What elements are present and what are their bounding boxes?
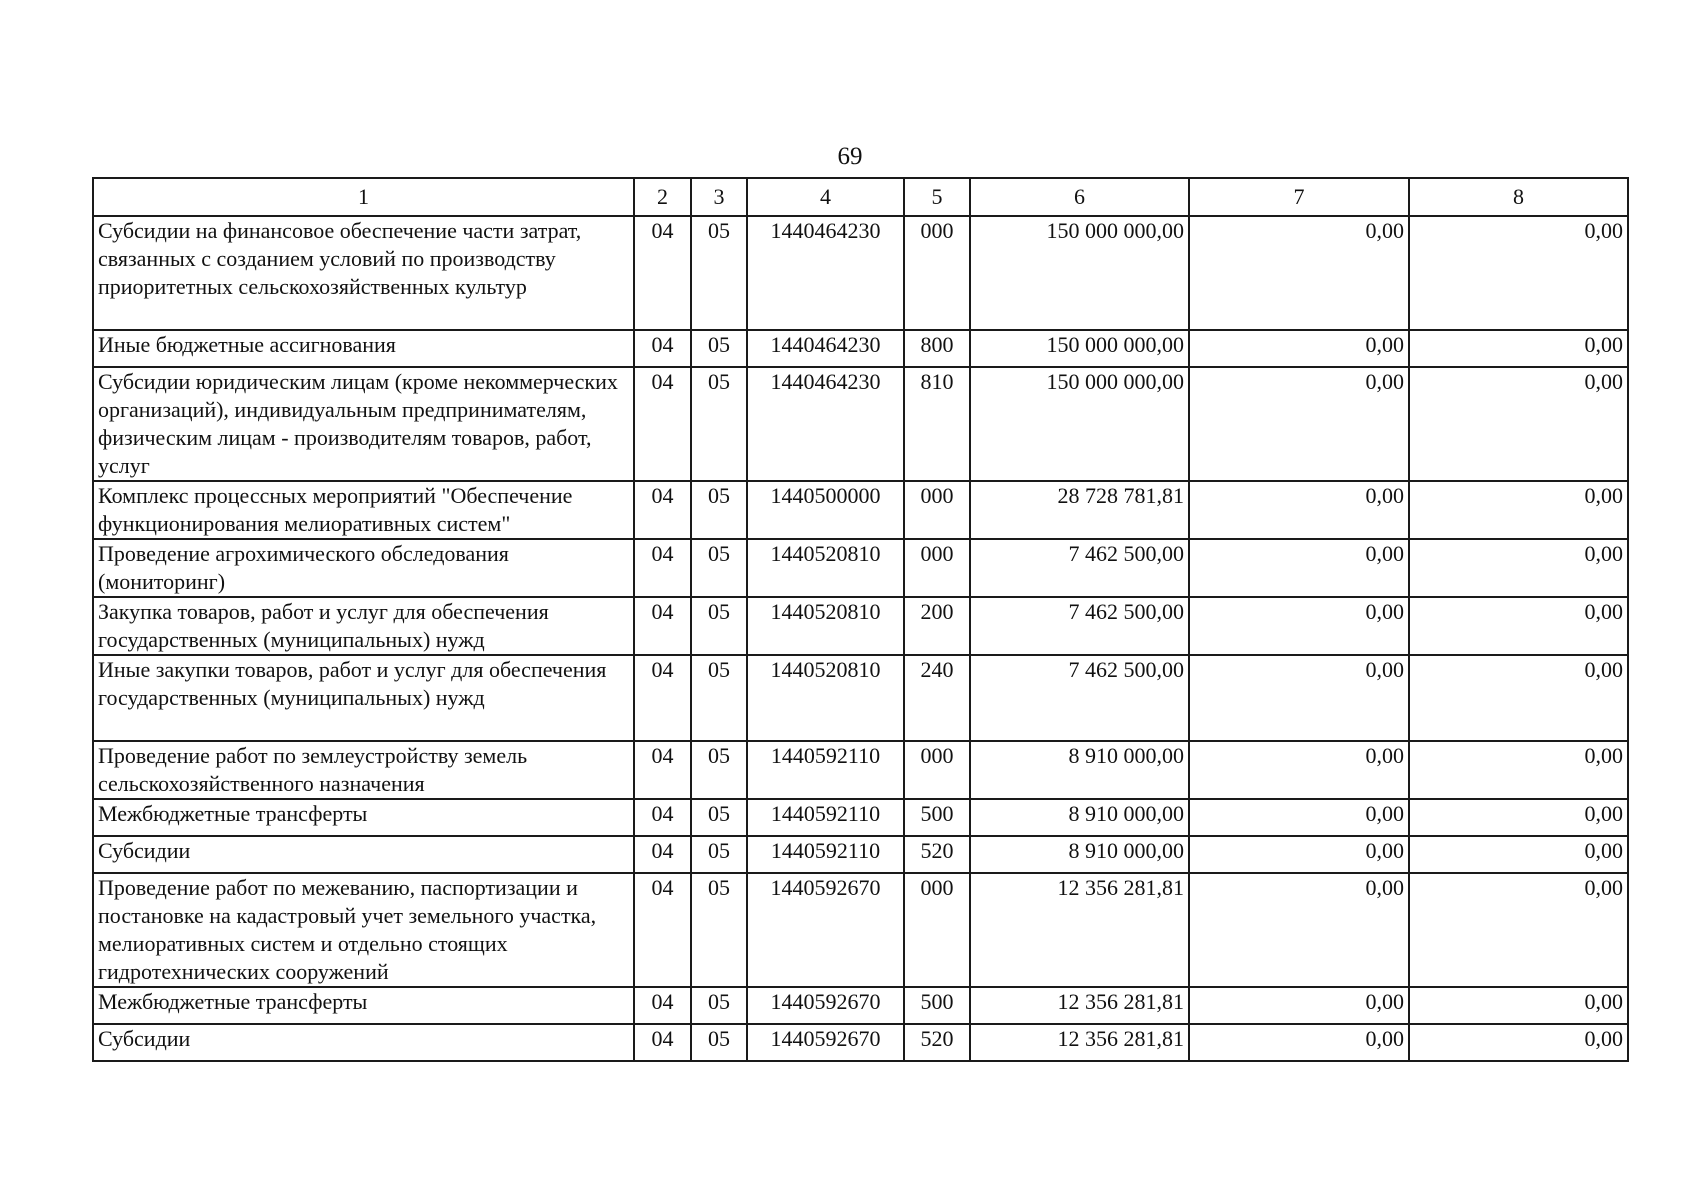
subsection-code: 05 xyxy=(691,539,747,597)
row-name: Комплекс процессных мероприятий "Обеспечение функционирования мелиоративных систем" xyxy=(93,481,634,539)
row-name: Иные бюджетные ассигнования xyxy=(93,330,634,367)
target-article-code: 1440592670 xyxy=(747,1024,904,1061)
page-number: 69 xyxy=(837,143,863,170)
table-row xyxy=(93,799,1628,836)
amount-col7: 0,00 xyxy=(1189,836,1409,873)
amount-col8: 0,00 xyxy=(1409,481,1628,539)
table-row xyxy=(93,597,1628,655)
column-header-5: 5 xyxy=(904,178,970,216)
amount-col7: 0,00 xyxy=(1189,1024,1409,1061)
expense-type-code: 000 xyxy=(904,481,970,539)
expense-type-code: 000 xyxy=(904,741,970,799)
amount-col6: 8 910 000,00 xyxy=(970,836,1189,873)
amount-col8: 0,00 xyxy=(1409,1024,1628,1061)
expense-type-code: 200 xyxy=(904,597,970,655)
table-row xyxy=(93,655,1628,741)
amount-col6: 7 462 500,00 xyxy=(970,539,1189,597)
subsection-code: 05 xyxy=(691,836,747,873)
table-row xyxy=(93,330,1628,367)
table-row xyxy=(93,873,1628,987)
column-header-3: 3 xyxy=(691,178,747,216)
table-row xyxy=(93,1024,1628,1061)
target-article-code: 1440464230 xyxy=(747,367,904,481)
table-row xyxy=(93,539,1628,597)
target-article-code: 1440520810 xyxy=(747,655,904,741)
section-code: 04 xyxy=(634,836,691,873)
expense-type-code: 800 xyxy=(904,330,970,367)
section-code: 04 xyxy=(634,1024,691,1061)
target-article-code: 1440520810 xyxy=(747,597,904,655)
column-number-row xyxy=(93,178,1628,216)
amount-col6: 7 462 500,00 xyxy=(970,597,1189,655)
amount-col7: 0,00 xyxy=(1189,987,1409,1024)
column-header-7: 7 xyxy=(1189,178,1409,216)
table-row xyxy=(93,216,1628,330)
table-row xyxy=(93,481,1628,539)
row-name: Субсидии юридическим лицам (кроме некоммерческих организаций), индивидуальным предпринимателям, физическим лицам - производителям товаров, работ, услуг xyxy=(93,367,634,481)
section-code: 04 xyxy=(634,741,691,799)
target-article-code: 1440592110 xyxy=(747,741,904,799)
subsection-code: 05 xyxy=(691,216,747,330)
column-header-2: 2 xyxy=(634,178,691,216)
expense-type-code: 000 xyxy=(904,873,970,987)
row-name: Проведение агрохимического обследования (мониторинг) xyxy=(93,539,634,597)
section-code: 04 xyxy=(634,987,691,1024)
expense-type-code: 520 xyxy=(904,1024,970,1061)
table-row xyxy=(93,987,1628,1024)
expense-type-code: 810 xyxy=(904,367,970,481)
amount-col8: 0,00 xyxy=(1409,330,1628,367)
section-code: 04 xyxy=(634,597,691,655)
expense-type-code: 500 xyxy=(904,987,970,1024)
subsection-code: 05 xyxy=(691,987,747,1024)
amount-col6: 150 000 000,00 xyxy=(970,330,1189,367)
subsection-code: 05 xyxy=(691,597,747,655)
section-code: 04 xyxy=(634,367,691,481)
amount-col6: 7 462 500,00 xyxy=(970,655,1189,741)
row-name: Закупка товаров, работ и услуг для обеспечения государственных (муниципальных) нужд xyxy=(93,597,634,655)
table-row xyxy=(93,367,1628,481)
section-code: 04 xyxy=(634,330,691,367)
amount-col7: 0,00 xyxy=(1189,799,1409,836)
target-article-code: 1440592110 xyxy=(747,836,904,873)
amount-col8: 0,00 xyxy=(1409,987,1628,1024)
section-code: 04 xyxy=(634,799,691,836)
amount-col8: 0,00 xyxy=(1409,597,1628,655)
expense-type-code: 000 xyxy=(904,216,970,330)
row-name: Субсидии xyxy=(93,836,634,873)
amount-col8: 0,00 xyxy=(1409,741,1628,799)
row-name: Межбюджетные трансферты xyxy=(93,987,634,1024)
amount-col8: 0,00 xyxy=(1409,539,1628,597)
amount-col8: 0,00 xyxy=(1409,836,1628,873)
target-article-code: 1440592670 xyxy=(747,873,904,987)
subsection-code: 05 xyxy=(691,655,747,741)
subsection-code: 05 xyxy=(691,799,747,836)
amount-col8: 0,00 xyxy=(1409,216,1628,330)
subsection-code: 05 xyxy=(691,873,747,987)
subsection-code: 05 xyxy=(691,1024,747,1061)
amount-col7: 0,00 xyxy=(1189,741,1409,799)
subsection-code: 05 xyxy=(691,741,747,799)
expense-type-code: 500 xyxy=(904,799,970,836)
column-header-1: 1 xyxy=(93,178,634,216)
amount-col7: 0,00 xyxy=(1189,597,1409,655)
amount-col8: 0,00 xyxy=(1409,873,1628,987)
target-article-code: 1440520810 xyxy=(747,539,904,597)
row-name: Иные закупки товаров, работ и услуг для обеспечения государственных (муниципальных) нужд xyxy=(93,655,634,741)
amount-col7: 0,00 xyxy=(1189,330,1409,367)
column-header-8: 8 xyxy=(1409,178,1628,216)
amount-col6: 28 728 781,81 xyxy=(970,481,1189,539)
row-name: Субсидии на финансовое обеспечение части затрат, связанных с созданием условий по производству приоритетных сельскохозяйственных культур xyxy=(93,216,634,330)
row-name: Проведение работ по межеванию, паспортизации и постановке на кадастровый учет земельного участка, мелиоративных систем и отдельно стоящих гидротехнических сооружений xyxy=(93,873,634,987)
amount-col6: 8 910 000,00 xyxy=(970,741,1189,799)
target-article-code: 1440500000 xyxy=(747,481,904,539)
amount-col8: 0,00 xyxy=(1409,367,1628,481)
amount-col6: 150 000 000,00 xyxy=(970,216,1189,330)
section-code: 04 xyxy=(634,216,691,330)
section-code: 04 xyxy=(634,539,691,597)
budget-table xyxy=(92,177,1629,1062)
subsection-code: 05 xyxy=(691,481,747,539)
column-header-4: 4 xyxy=(747,178,904,216)
table-row xyxy=(93,836,1628,873)
amount-col6: 8 910 000,00 xyxy=(970,799,1189,836)
target-article-code: 1440592670 xyxy=(747,987,904,1024)
section-code: 04 xyxy=(634,873,691,987)
target-article-code: 1440464230 xyxy=(747,330,904,367)
target-article-code: 1440592110 xyxy=(747,799,904,836)
amount-col8: 0,00 xyxy=(1409,799,1628,836)
amount-col7: 0,00 xyxy=(1189,216,1409,330)
expense-type-code: 240 xyxy=(904,655,970,741)
amount-col7: 0,00 xyxy=(1189,655,1409,741)
amount-col7: 0,00 xyxy=(1189,539,1409,597)
row-name: Субсидии xyxy=(93,1024,634,1061)
row-name: Межбюджетные трансферты xyxy=(93,799,634,836)
amount-col6: 12 356 281,81 xyxy=(970,987,1189,1024)
amount-col6: 12 356 281,81 xyxy=(970,873,1189,987)
target-article-code: 1440464230 xyxy=(747,216,904,330)
amount-col7: 0,00 xyxy=(1189,367,1409,481)
section-code: 04 xyxy=(634,481,691,539)
section-code: 04 xyxy=(634,655,691,741)
expense-type-code: 000 xyxy=(904,539,970,597)
subsection-code: 05 xyxy=(691,367,747,481)
amount-col7: 0,00 xyxy=(1189,481,1409,539)
table-row xyxy=(93,741,1628,799)
column-header-6: 6 xyxy=(970,178,1189,216)
amount-col6: 150 000 000,00 xyxy=(970,367,1189,481)
expense-type-code: 520 xyxy=(904,836,970,873)
row-name: Проведение работ по землеустройству земель сельскохозяйственного назначения xyxy=(93,741,634,799)
amount-col6: 12 356 281,81 xyxy=(970,1024,1189,1061)
subsection-code: 05 xyxy=(691,330,747,367)
amount-col7: 0,00 xyxy=(1189,873,1409,987)
amount-col8: 0,00 xyxy=(1409,655,1628,741)
